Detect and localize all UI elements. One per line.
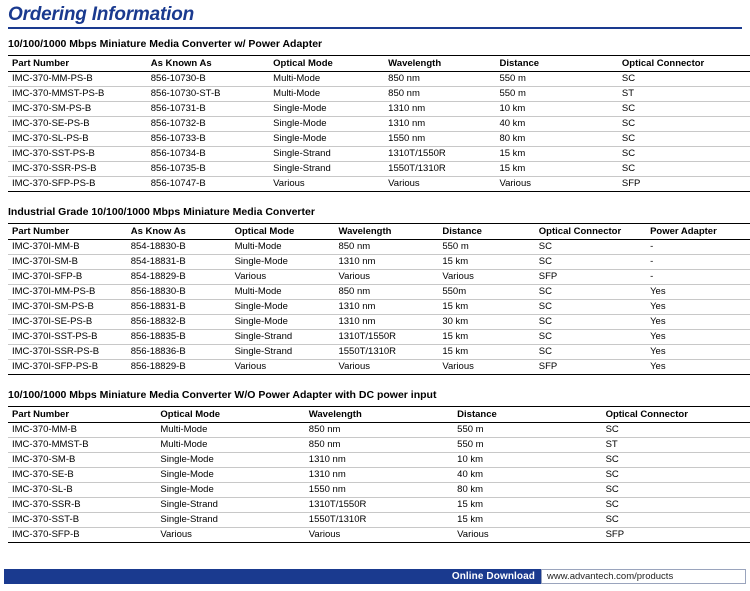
table-cell: IMC-370I-SM-PS-B — [8, 300, 127, 315]
table-cell: 850 nm — [334, 285, 438, 300]
table-header-row — [8, 407, 750, 423]
column-header: Optical Connector — [602, 407, 750, 423]
page-title: Ordering Information — [8, 4, 195, 25]
column-header: Wavelength — [334, 224, 438, 240]
table-cell: 80 km — [453, 483, 601, 498]
table-cell: IMC-370-SFP-B — [8, 528, 156, 543]
table-cell: IMC-370-SM-B — [8, 453, 156, 468]
table-cell: Various — [438, 360, 534, 375]
table-cell: 550 m — [438, 240, 534, 255]
table-cell: 856-10732-B — [147, 117, 269, 132]
table-cell: 854-18830-B — [127, 240, 231, 255]
table-cell: 15 km — [453, 513, 601, 528]
table-cell: 850 nm — [384, 87, 495, 102]
table-cell: Yes — [646, 330, 750, 345]
table-cell: 856-18836-B — [127, 345, 231, 360]
table-cell: SC — [618, 72, 750, 87]
column-header: Optical Mode — [269, 56, 384, 72]
table-cell: 15 km — [438, 300, 534, 315]
column-header: Part Number — [8, 407, 156, 423]
table-cell: Yes — [646, 345, 750, 360]
table-cell: 856-18829-B — [127, 360, 231, 375]
table-cell: IMC-370-MM-B — [8, 423, 156, 438]
table-cell: ST — [618, 87, 750, 102]
table-cell: Single-Mode — [231, 315, 335, 330]
table-cell: 850 nm — [334, 240, 438, 255]
table-cell: 856-18831-B — [127, 300, 231, 315]
table-row — [8, 162, 750, 177]
table-cell: IMC-370-MMST-PS-B — [8, 87, 147, 102]
table-cell: SFP — [602, 528, 750, 543]
table-cell: 856-10730-B — [147, 72, 269, 87]
table-cell: Single-Strand — [156, 498, 304, 513]
table-row — [8, 177, 750, 192]
table-cell: SC — [602, 453, 750, 468]
table-cell: Various — [231, 360, 335, 375]
table-cell: IMC-370I-SSR-PS-B — [8, 345, 127, 360]
table-cell: Single-Strand — [231, 330, 335, 345]
table-cell: 1310T/1550R — [334, 330, 438, 345]
table-row — [8, 453, 750, 468]
table-cell: 15 km — [495, 147, 617, 162]
table-cell: 40 km — [495, 117, 617, 132]
download-url-text: www.advantech.com/products — [547, 571, 674, 582]
table-cell: 856-18832-B — [127, 315, 231, 330]
table-cell: SC — [602, 513, 750, 528]
table-row — [8, 72, 750, 87]
table-cell: SC — [602, 483, 750, 498]
table-row — [8, 132, 750, 147]
table-cell: ST — [602, 438, 750, 453]
table-cell: SC — [618, 117, 750, 132]
table-row — [8, 360, 750, 375]
table-cell: SC — [535, 255, 646, 270]
table-cell: 10 km — [453, 453, 601, 468]
table-cell: SC — [618, 162, 750, 177]
table-cell: 15 km — [438, 255, 534, 270]
table-cell: IMC-370I-SE-PS-B — [8, 315, 127, 330]
table-cell: - — [646, 240, 750, 255]
column-header: Power Adapter — [646, 224, 750, 240]
table-cell: SFP — [618, 177, 750, 192]
table-cell: IMC-370-SE-B — [8, 468, 156, 483]
table-row — [8, 147, 750, 162]
table-cell: 10 km — [495, 102, 617, 117]
table-cell: IMC-370-SM-PS-B — [8, 102, 147, 117]
table-cell: IMC-370-SSR-PS-B — [8, 162, 147, 177]
column-header: Part Number — [8, 56, 147, 72]
table-cell: Single-Mode — [269, 132, 384, 147]
table-row — [8, 117, 750, 132]
column-header: Wavelength — [384, 56, 495, 72]
table-cell: 1310 nm — [334, 315, 438, 330]
download-url-field[interactable] — [541, 569, 746, 584]
table-row — [8, 285, 750, 300]
table-cell: IMC-370I-SFP-B — [8, 270, 127, 285]
table-cell: 1550T/1310R — [334, 345, 438, 360]
table-cell: Single-Strand — [269, 147, 384, 162]
column-header: Wavelength — [305, 407, 453, 423]
table-cell: Yes — [646, 360, 750, 375]
online-download-label: Online Download — [451, 571, 535, 582]
table-cell: IMC-370-SL-PS-B — [8, 132, 147, 147]
table-row — [8, 270, 750, 285]
section-heading: Industrial Grade 10/100/1000 Mbps Miniature Media Converter — [8, 206, 315, 218]
table-row — [8, 438, 750, 453]
table-cell: 1310 nm — [305, 468, 453, 483]
table-cell: Various — [334, 360, 438, 375]
column-header: Distance — [453, 407, 601, 423]
table-cell: IMC-370-MM-PS-B — [8, 72, 147, 87]
table-cell: IMC-370I-SM-B — [8, 255, 127, 270]
table-row — [8, 240, 750, 255]
table-cell: SC — [535, 330, 646, 345]
table-cell: Multi-Mode — [156, 438, 304, 453]
table-cell: Single-Mode — [269, 117, 384, 132]
spacer — [4, 192, 746, 206]
table-cell: Various — [453, 528, 601, 543]
table-cell: 1550T/1310R — [384, 162, 495, 177]
table-row — [8, 513, 750, 528]
table-cell: Various — [334, 270, 438, 285]
table-cell: Multi-Mode — [156, 423, 304, 438]
table-cell: Various — [305, 528, 453, 543]
table-cell: 854-18829-B — [127, 270, 231, 285]
table-cell: 40 km — [453, 468, 601, 483]
table-row — [8, 528, 750, 543]
table-cell: SC — [535, 345, 646, 360]
table-cell: 1310 nm — [305, 453, 453, 468]
spacer — [4, 375, 746, 389]
table-row — [8, 483, 750, 498]
table-cell: 1310 nm — [334, 255, 438, 270]
table-cell: 1550 nm — [305, 483, 453, 498]
table-cell: 1310T/1550R — [384, 147, 495, 162]
section-heading: 10/100/1000 Mbps Miniature Media Converter W/O Power Adapter with DC power input — [8, 389, 437, 401]
table-row — [8, 102, 750, 117]
column-header: Optical Mode — [231, 224, 335, 240]
table-cell: IMC-370-SL-B — [8, 483, 156, 498]
table-cell: SC — [535, 285, 646, 300]
table-row — [8, 423, 750, 438]
table-row — [8, 345, 750, 360]
table-cell: 856-18835-B — [127, 330, 231, 345]
table-cell: 854-18831-B — [127, 255, 231, 270]
table-cell: 1310T/1550R — [305, 498, 453, 513]
section-heading: 10/100/1000 Mbps Miniature Media Converter w/ Power Adapter — [8, 38, 323, 50]
table-cell: 1550 nm — [384, 132, 495, 147]
title-divider — [8, 27, 742, 29]
table-cell: Yes — [646, 315, 750, 330]
spec-table — [8, 223, 750, 375]
table-cell: 856-10731-B — [147, 102, 269, 117]
table-cell: Various — [495, 177, 617, 192]
column-header: Optical Mode — [156, 407, 304, 423]
table-cell: SC — [618, 147, 750, 162]
table-cell: Single-Mode — [156, 483, 304, 498]
table-cell: SC — [602, 498, 750, 513]
table-cell: IMC-370-SFP-PS-B — [8, 177, 147, 192]
table-row — [8, 315, 750, 330]
table-cell: Various — [269, 177, 384, 192]
table-cell: 856-10733-B — [147, 132, 269, 147]
table-cell: 856-10730-ST-B — [147, 87, 269, 102]
table-cell: SC — [535, 240, 646, 255]
column-header: As Know As — [127, 224, 231, 240]
table-cell: 15 km — [438, 330, 534, 345]
table-cell: 856-18830-B — [127, 285, 231, 300]
column-header: Optical Connector — [618, 56, 750, 72]
table-cell: Single-Mode — [156, 453, 304, 468]
table-cell: 30 km — [438, 315, 534, 330]
table-cell: Multi-Mode — [231, 285, 335, 300]
table-cell: Yes — [646, 300, 750, 315]
table-cell: 15 km — [438, 345, 534, 360]
table-header-row — [8, 224, 750, 240]
table-row — [8, 300, 750, 315]
table-cell: 15 km — [495, 162, 617, 177]
table-cell: Single-Strand — [231, 345, 335, 360]
table-row — [8, 255, 750, 270]
table-cell: IMC-370-MMST-B — [8, 438, 156, 453]
table-cell: 550 m — [495, 72, 617, 87]
table-cell: IMC-370I-SFP-PS-B — [8, 360, 127, 375]
table-cell: Various — [438, 270, 534, 285]
footer-bar — [4, 569, 746, 584]
table-cell: 80 km — [495, 132, 617, 147]
table-cell: Various — [384, 177, 495, 192]
table-row — [8, 468, 750, 483]
table-cell: - — [646, 270, 750, 285]
table-cell: SC — [535, 315, 646, 330]
table-cell: Single-Strand — [269, 162, 384, 177]
table-cell: SC — [535, 300, 646, 315]
table-row — [8, 498, 750, 513]
table-cell: SFP — [535, 270, 646, 285]
table-cell: Various — [156, 528, 304, 543]
table-header-row — [8, 56, 750, 72]
table-cell: 850 nm — [384, 72, 495, 87]
table-cell: SC — [618, 102, 750, 117]
column-header: Part Number — [8, 224, 127, 240]
table-cell: Various — [231, 270, 335, 285]
column-header: Distance — [438, 224, 534, 240]
table-cell: SC — [602, 468, 750, 483]
table-cell: 550 m — [495, 87, 617, 102]
spec-table — [8, 406, 750, 543]
table-row — [8, 330, 750, 345]
table-cell: IMC-370-SSR-B — [8, 498, 156, 513]
footer — [4, 569, 746, 584]
sections-container — [4, 38, 746, 557]
table-cell: 1310 nm — [384, 117, 495, 132]
table-cell: IMC-370-SST-B — [8, 513, 156, 528]
column-header: As Known As — [147, 56, 269, 72]
table-cell: Single-Mode — [269, 102, 384, 117]
table-cell: SC — [602, 423, 750, 438]
table-cell: Single-Mode — [231, 255, 335, 270]
table-cell: 550m — [438, 285, 534, 300]
table-cell: 856-10747-B — [147, 177, 269, 192]
table-cell: IMC-370I-MM-B — [8, 240, 127, 255]
table-cell: Multi-Mode — [269, 87, 384, 102]
table-cell: IMC-370-SST-PS-B — [8, 147, 147, 162]
table-cell: 850 nm — [305, 423, 453, 438]
table-cell: Single-Mode — [156, 468, 304, 483]
table-cell: IMC-370-SE-PS-B — [8, 117, 147, 132]
table-cell: SFP — [535, 360, 646, 375]
table-cell: 856-10735-B — [147, 162, 269, 177]
table-cell: 1310 nm — [384, 102, 495, 117]
table-cell: Multi-Mode — [269, 72, 384, 87]
table-cell: IMC-370I-SST-PS-B — [8, 330, 127, 345]
table-cell: 550 m — [453, 438, 601, 453]
table-cell: IMC-370I-MM-PS-B — [8, 285, 127, 300]
table-cell: 1310 nm — [334, 300, 438, 315]
table-cell: 550 m — [453, 423, 601, 438]
table-cell: 1550T/1310R — [305, 513, 453, 528]
table-cell: - — [646, 255, 750, 270]
table-cell: Multi-Mode — [231, 240, 335, 255]
table-cell: Yes — [646, 285, 750, 300]
spec-table — [8, 55, 750, 192]
table-cell: 856-10734-B — [147, 147, 269, 162]
table-cell: 15 km — [453, 498, 601, 513]
table-cell: Single-Strand — [156, 513, 304, 528]
column-header: Optical Connector — [535, 224, 646, 240]
spacer — [4, 543, 746, 557]
table-cell: SC — [618, 132, 750, 147]
table-cell: Single-Mode — [231, 300, 335, 315]
table-row — [8, 87, 750, 102]
column-header: Distance — [495, 56, 617, 72]
table-cell: 850 nm — [305, 438, 453, 453]
